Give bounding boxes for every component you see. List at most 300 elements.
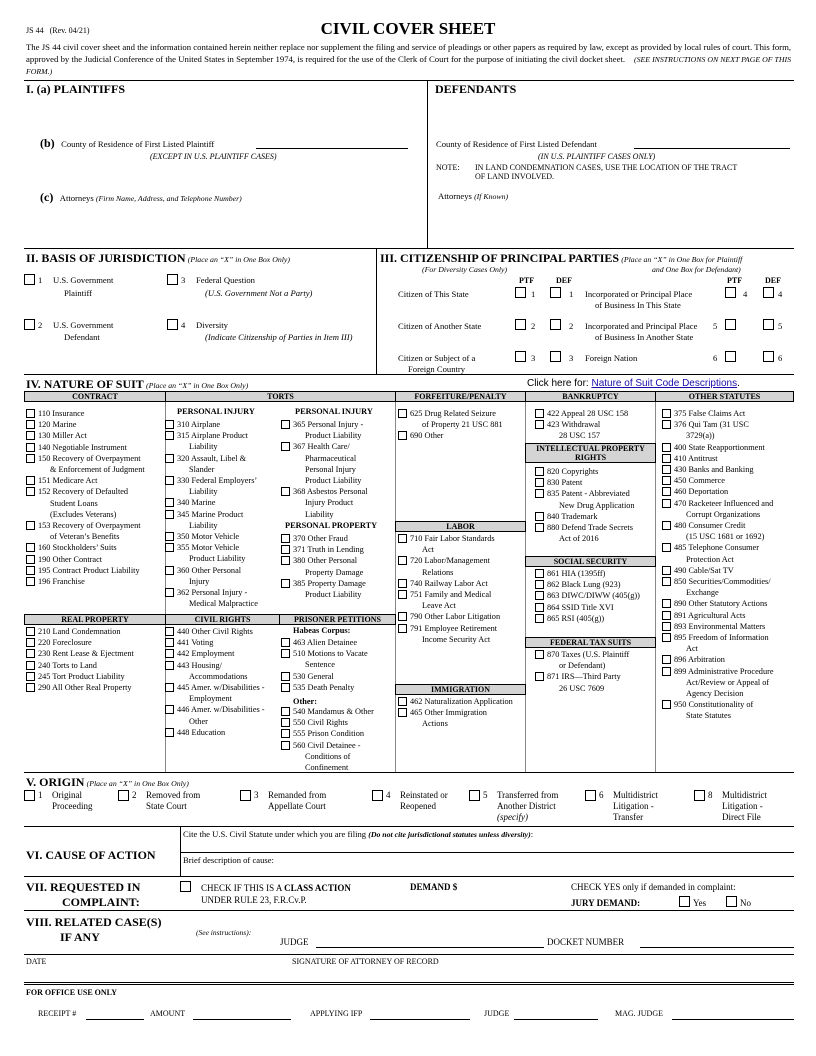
jurisdiction-2-num: 2 [38,320,43,330]
nos-540-item[interactable] [293,706,393,717]
nos-350-item[interactable] [177,531,282,542]
nos-checkbox[interactable] [662,611,671,620]
nos-checkbox[interactable] [281,487,290,496]
nos-checkbox[interactable] [662,655,671,664]
nos-checkbox[interactable] [398,431,407,440]
nos-864-item[interactable] [547,602,657,613]
citizen-this-state-ptf[interactable] [515,287,526,300]
nos-checkbox[interactable] [165,649,174,658]
nos-checkbox[interactable] [281,579,290,588]
origin-2-label: State Court [146,801,187,811]
nos-checkbox[interactable] [165,705,174,714]
nos-checkbox[interactable] [26,543,35,552]
nos-checkbox[interactable] [26,521,35,530]
nos-463-item[interactable] [293,637,393,648]
nos-240-item[interactable] [38,660,166,671]
note-label: NOTE: [436,163,460,172]
nos-checkbox[interactable] [535,409,544,418]
nos-checkbox[interactable] [281,556,290,565]
nos-checkbox[interactable] [662,599,671,608]
nos-item-text: 470 Racketeer Influenced and [674,498,774,508]
nos-item-text: Medical Malpractice [189,599,258,609]
demand-amount-field[interactable] [465,880,565,904]
nos-445-item[interactable] [177,682,282,704]
nos-checkbox[interactable] [398,579,407,588]
nos-150-item[interactable] [38,453,166,475]
amount-label: AMOUNT [150,1009,186,1018]
foreign-nation-def[interactable] [763,351,774,364]
nos-410-item[interactable] [674,453,794,464]
nos-item-text: & Enforcement of Judgment [50,465,145,475]
nos-355-item[interactable] [177,542,282,564]
nos-367-item[interactable] [293,441,393,486]
nos-220-item[interactable] [38,637,166,648]
nos-195-item[interactable] [38,565,166,576]
receipt-field[interactable] [86,1019,144,1020]
nos-item-text: 490 Cable/Sat TV [674,565,734,575]
nos-checkbox[interactable] [26,476,35,485]
nos-210-item[interactable] [38,626,166,637]
citizen-foreign-ptf[interactable] [515,351,526,364]
nos-checkbox[interactable] [662,566,671,575]
cause-of-action-title: VI. CAUSE OF ACTION [26,848,156,862]
nos-830-item[interactable] [547,477,657,488]
plaintiff-county-field[interactable] [256,148,408,149]
jurisdiction-4-checkbox[interactable] [167,319,178,332]
nos-item-text: Protection Act [686,554,734,564]
origin-3-num: 3 [254,790,259,800]
nos-362-item[interactable] [177,587,282,609]
nos-368-item[interactable] [293,486,393,520]
nos-450-item[interactable] [674,475,794,486]
citizen-another-state-ptf[interactable] [515,319,526,332]
nos-checkbox[interactable] [535,580,544,589]
nos-371-item[interactable] [293,544,393,555]
incorporated-another-state-label2: of Business In Another State [595,332,694,342]
nos-checkbox[interactable] [662,476,671,485]
defendant-county-field[interactable] [634,148,790,149]
nos-item-text: Act [422,545,434,555]
nos-checkbox[interactable] [26,649,35,658]
nos-checkbox[interactable] [26,555,35,564]
nos-checkbox[interactable] [535,591,544,600]
nos-370-item[interactable] [293,533,393,544]
plaintiffs-label: I. (a) PLAINTIFFS [26,82,126,96]
nos-checkbox[interactable] [535,478,544,487]
nos-443-item[interactable] [177,660,282,682]
nos-896-item[interactable] [674,654,794,665]
nos-480-item[interactable] [674,520,794,542]
origin-6-label: Multidistrict [613,790,658,800]
nos-442-item[interactable] [177,648,282,659]
nos-710-item[interactable] [410,533,526,555]
nos-110-item[interactable] [38,408,166,419]
nos-840-item[interactable] [547,511,657,522]
jury-yes-checkbox[interactable] [679,896,690,909]
nos-item-text: Product Liability [305,590,362,600]
nos-checkbox[interactable] [281,683,290,692]
nos-950-item[interactable] [674,699,794,721]
nos-510-item[interactable] [293,648,393,670]
nos-item-text: 891 Agricultural Acts [674,610,746,620]
nos-462-item[interactable] [410,696,526,707]
nos-791-item[interactable] [410,623,526,645]
nos-item-text: 865 RSI (405(g)) [547,613,605,623]
nos-checkbox[interactable] [165,588,174,597]
nos-895-item[interactable] [674,632,794,654]
nos-315-item[interactable] [177,430,282,452]
civil-rights-header: CIVIL RIGHTS [165,614,280,625]
nos-740-item[interactable] [410,578,526,589]
nos-checkbox[interactable] [662,465,671,474]
nos-checkbox[interactable] [535,489,544,498]
jurisdiction-3-checkbox[interactable] [167,274,178,287]
incorporated-this-state-label2: of Business In This State [595,300,681,310]
nos-checkbox[interactable] [398,624,407,633]
class-action-label: CHECK IF THIS IS A CLASS ACTION [201,883,351,893]
class-action-checkbox[interactable] [180,881,191,894]
nos-385-item[interactable] [293,578,393,600]
nos-751-item[interactable] [410,589,526,611]
signature-field[interactable] [292,966,792,980]
nos-400-item[interactable] [674,442,794,453]
nos-151-item[interactable] [38,475,166,486]
defendant-attorneys-label: Attorneys (If Known) [438,191,509,201]
nos-850-item[interactable] [674,576,794,598]
citizenship-diversity-note: (For Diversity Cases Only) [422,265,508,274]
origin-5-label: (specify) [497,812,528,822]
nos-checkbox[interactable] [26,443,35,452]
nos-item-text: 510 Motions to Vacate [293,649,368,659]
origin-5-num: 5 [483,790,488,800]
personal-injury-heading-2: PERSONAL INJURY [295,407,373,416]
nos-item-text: 368 Asbestos Personal [293,487,368,497]
incorporated-another-state-ptf[interactable] [725,319,736,332]
nos-checkbox[interactable] [398,697,407,706]
nos-checkbox[interactable] [165,627,174,636]
nos-422-item[interactable] [547,408,657,419]
nos-checkbox[interactable] [26,683,35,692]
nos-380-item[interactable] [293,555,393,577]
origin-2-label: Removed from [146,790,201,800]
origin-8-checkbox[interactable] [694,790,705,803]
nos-checkbox[interactable] [281,741,290,750]
applying-ifp-field[interactable] [370,1019,470,1020]
nos-checkbox[interactable] [165,454,174,463]
nature-of-suit-link[interactable]: Nature of Suit Code Descriptions [591,378,738,389]
nos-item-text: Student Loans [50,498,98,508]
nos-checkbox[interactable] [662,420,671,429]
nos-320-item[interactable] [177,453,282,475]
nos-checkbox[interactable] [165,532,174,541]
foreign-nation-ptf[interactable] [725,351,736,364]
nos-530-item[interactable] [293,671,393,682]
nos-checkbox[interactable] [662,499,671,508]
nos-checkbox[interactable] [398,534,407,543]
nos-490-item[interactable] [674,565,794,576]
nos-checkbox[interactable] [535,650,544,659]
nos-485-item[interactable] [674,542,794,564]
nos-checkbox[interactable] [26,420,35,429]
nos-535-item[interactable] [293,682,393,693]
nos-checkbox[interactable] [535,614,544,623]
plaintiff-attorneys-field[interactable] [40,205,420,245]
nos-checkbox[interactable] [535,467,544,476]
nos-checkbox[interactable] [281,534,290,543]
nos-340-item[interactable] [177,497,282,508]
nos-checkbox[interactable] [26,454,35,463]
defendants-field[interactable] [435,100,790,134]
nos-checkbox[interactable] [26,638,35,647]
mag-judge-field[interactable] [672,1019,794,1020]
nos-item-text: 890 Other Statutory Actions [674,599,768,609]
nos-item-text: 880 Defend Trade Secrets [547,523,633,533]
nos-checkbox[interactable] [281,649,290,658]
nos-checkbox[interactable] [662,487,671,496]
nos-checkbox[interactable] [26,577,35,586]
nos-465-item[interactable] [410,707,526,729]
nos-checkbox[interactable] [165,431,174,440]
nos-checkbox[interactable] [281,442,290,451]
nos-checkbox[interactable] [26,672,35,681]
nos-checkbox[interactable] [165,420,174,429]
nos-430-item[interactable] [674,464,794,475]
incorporated-this-state-ptf[interactable] [725,287,736,300]
nos-376-item[interactable] [674,419,794,441]
nos-checkbox[interactable] [398,612,407,621]
nos-item-text: 440 Other Civil Rights [177,627,253,636]
nos-690-item[interactable] [410,430,526,441]
origin-4-checkbox[interactable] [372,790,383,803]
nos-checkbox[interactable] [26,409,35,418]
origin-3-checkbox[interactable] [240,790,251,803]
nos-item-text: 423 Withdrawal [547,420,601,430]
nos-item-text: Injury [189,576,210,586]
nos-checkbox[interactable] [165,498,174,507]
nos-checkbox[interactable] [662,443,671,452]
labor-list [410,533,526,645]
social-security-header: SOCIAL SECURITY [525,556,656,567]
incorporated-this-state-def[interactable] [763,287,774,300]
nos-checkbox[interactable] [281,420,290,429]
nos-checkbox[interactable] [26,566,35,575]
nos-item-text: 190 Other Contract [38,554,103,564]
nos-checkbox[interactable] [662,543,671,552]
nos-checkbox[interactable] [26,431,35,440]
plaintiffs-field[interactable] [38,100,423,134]
docket-number-label: DOCKET NUMBER [547,937,625,947]
nos-checkbox[interactable] [662,700,671,709]
nos-checkbox[interactable] [662,622,671,631]
origin-8-label: Multidistrict [722,790,767,800]
nos-checkbox[interactable] [165,510,174,519]
nos-checkbox[interactable] [535,512,544,521]
nos-checkbox[interactable] [281,545,290,554]
related-judge-field[interactable] [316,947,544,948]
nos-checkbox[interactable] [165,638,174,647]
nos-330-item[interactable] [177,475,282,497]
nos-862-item[interactable] [547,579,657,590]
citizen-another-state-def[interactable] [550,319,561,332]
nos-820-item[interactable] [547,466,657,477]
nos-196-item[interactable] [38,576,166,587]
nos-item-text: 896 Arbitration [674,655,725,665]
nos-448-item[interactable] [177,727,282,738]
jury-no-checkbox[interactable] [726,896,737,909]
nos-checkbox[interactable] [281,729,290,738]
contract-header: CONTRACT [24,391,166,402]
nos-861-item[interactable] [547,568,657,579]
nos-checkbox[interactable] [165,543,174,552]
nos-441-item[interactable] [177,637,282,648]
brief-description-field[interactable] [300,855,790,873]
origin-2-checkbox[interactable] [118,790,129,803]
nos-360-item[interactable] [177,565,282,587]
citizen-this-state-def[interactable] [550,287,561,300]
nos-item-text: 870 Taxes (U.S. Plaintiff [547,650,630,659]
nos-865-item[interactable] [547,613,657,624]
nos-checkbox[interactable] [662,633,671,642]
cite-statute-field[interactable] [180,852,794,853]
nos-checkbox[interactable] [535,603,544,612]
nos-625-item[interactable] [410,408,526,430]
nos-345-item[interactable] [177,509,282,531]
nos-checkbox[interactable] [398,708,407,717]
nos-checkbox[interactable] [662,577,671,586]
origin-5-checkbox[interactable] [469,790,480,803]
jurisdiction-2-label: U.S. Government [53,320,114,330]
nos-checkbox[interactable] [281,707,290,716]
nos-423-item[interactable] [547,419,657,441]
citizen-foreign-ptf-num: 3 [531,353,536,363]
nos-555-item[interactable] [293,728,393,739]
nos-470-item[interactable] [674,498,794,520]
nos-245-item[interactable] [38,671,166,682]
nos-item-text: 28 USC 157 [559,431,601,441]
brief-description-label: Brief description of cause: [183,855,274,865]
nos-440-item[interactable] [177,626,282,637]
nos-365-item[interactable] [293,419,393,441]
nos-checkbox[interactable] [662,409,671,418]
nos-item-text: 120 Marine [38,420,77,430]
nos-checkbox[interactable] [662,454,671,463]
nos-890-item[interactable] [674,598,794,609]
jurisdiction-2-checkbox[interactable] [24,319,35,332]
nos-checkbox[interactable] [165,566,174,575]
nos-140-item[interactable] [38,442,166,453]
nos-checkbox[interactable] [165,683,174,692]
origin-2-num: 2 [132,790,137,800]
nos-290-item[interactable] [38,682,166,693]
nos-checkbox[interactable] [281,672,290,681]
nos-790-item[interactable] [410,611,526,622]
nos-checkbox[interactable] [535,569,544,578]
nos-checkbox[interactable] [165,661,174,670]
nos-item-text: Property Damage [305,567,364,577]
nos-720-item[interactable] [410,555,526,577]
nos-130-item[interactable] [38,430,166,441]
docket-number-field[interactable] [640,947,794,948]
nos-item-text: or Defendant) [559,661,606,671]
nos-checkbox[interactable] [662,667,671,676]
nos-checkbox[interactable] [398,556,407,565]
amount-field[interactable] [193,1019,291,1020]
social-security-list [547,568,657,624]
nos-checkbox[interactable] [26,487,35,496]
nos-item-text: 850 Securities/Commodities/ [674,577,771,587]
jurisdiction-1-checkbox[interactable] [24,274,35,287]
nos-310-item[interactable] [177,419,282,430]
date-field[interactable] [26,966,276,980]
defendant-attorneys-field[interactable] [438,205,788,245]
nos-checkbox[interactable] [165,728,174,737]
nos-checkbox[interactable] [662,521,671,530]
incorporated-another-state-def[interactable] [763,319,774,332]
office-judge-field[interactable] [514,1019,598,1020]
nos-446-item[interactable] [177,704,282,726]
nos-checkbox[interactable] [535,523,544,532]
nos-checkbox[interactable] [281,638,290,647]
origin-6-checkbox[interactable] [585,790,596,803]
nos-160-item[interactable] [38,542,166,553]
nos-550-item[interactable] [293,717,393,728]
jurisdiction-title: II. BASIS OF JURISDICTION (Place an “X” in One Box Only) [26,251,290,265]
nos-checkbox[interactable] [165,476,174,485]
nos-153-item[interactable] [38,520,166,542]
jurisdiction-4-label2: (Indicate Citizenship of Parties in Item III) [205,332,353,342]
nos-item-text: 893 Environmental Matters [674,621,766,631]
nos-checkbox[interactable] [26,627,35,636]
nos-560-item[interactable] [293,740,393,774]
nos-item-text: 290 All Other Real Property [38,683,132,693]
nos-item-text: 443 Housing/ [177,660,222,670]
nos-863-item[interactable] [547,590,657,601]
nos-link-line: Click here for: Nature of Suit Code Descriptions. [527,378,740,389]
origin-1-label: Original [52,790,82,800]
nos-893-item[interactable] [674,621,794,632]
personal-property-heading: PERSONAL PROPERTY [285,521,378,530]
origin-1-checkbox[interactable] [24,790,35,803]
nos-checkbox[interactable] [535,420,544,429]
nos-460-item[interactable] [674,486,794,497]
nos-120-item[interactable] [38,419,166,430]
nos-230-item[interactable] [38,648,166,659]
nos-item-text: Act/Review or Appeal of [686,677,770,687]
citizen-another-state-def-num: 2 [569,321,574,331]
personal-injury-heading-1: PERSONAL INJURY [177,407,255,416]
nos-190-item[interactable] [38,554,166,565]
nos-item-text: Act of 2016 [559,534,599,544]
plaintiff-county-note: (EXCEPT IN U.S. PLAINTIFF CASES) [150,152,277,161]
nos-880-item[interactable] [547,522,657,544]
citizen-foreign-label2: Foreign Country [408,364,466,374]
nos-checkbox[interactable] [281,718,290,727]
nos-checkbox[interactable] [535,672,544,681]
nos-870-item[interactable] [547,649,657,671]
nos-item-text: Agency Decision [686,689,744,699]
nos-checkbox[interactable] [398,590,407,599]
nos-item-text: 441 Voting [177,638,214,648]
nos-152-item[interactable] [38,486,166,520]
citizen-foreign-def[interactable] [550,351,561,364]
nos-375-item[interactable] [674,408,794,419]
nos-899-item[interactable] [674,666,794,700]
nos-835-item[interactable] [547,488,657,510]
nos-checkbox[interactable] [26,661,35,670]
nos-checkbox[interactable] [398,409,407,418]
nos-871-item[interactable] [547,671,657,693]
nos-891-item[interactable] [674,610,794,621]
